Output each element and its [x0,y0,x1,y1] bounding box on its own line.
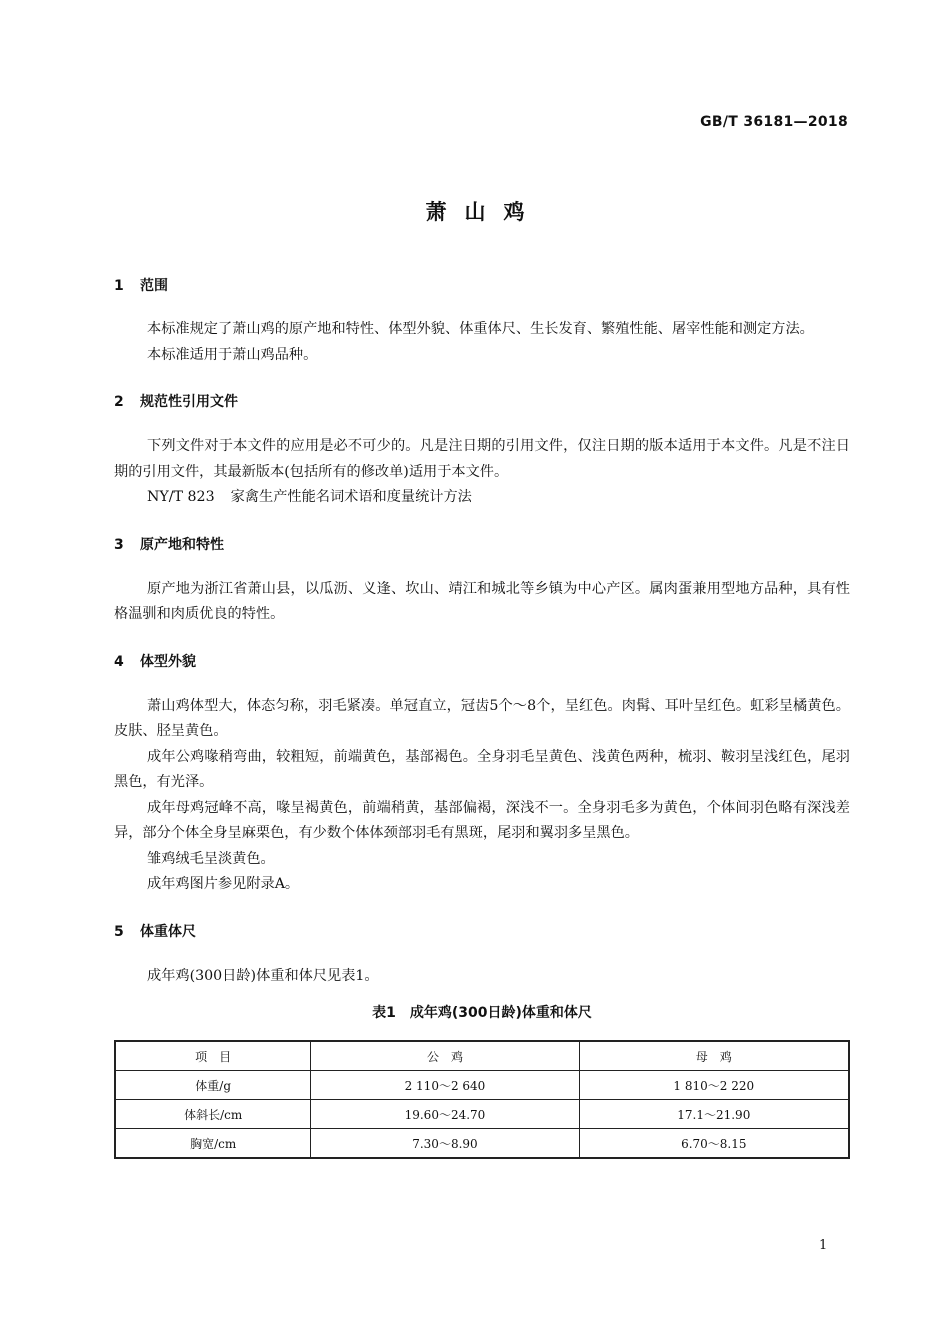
normative-reference [114,485,850,511]
reference-title: 家禽生产性能名词术语和度量统计方法 [230,489,472,505]
header-cell-hen: 母 鸡 [579,1041,849,1071]
paragraph: 本标准适用于萧山鸡品种。 [147,346,318,363]
section-title: 体重体尺 [140,923,196,940]
section-1-heading [114,276,850,296]
table-cell: 19.60～24.70 [311,1100,579,1129]
section-title: 规范性引用文件 [140,394,238,410]
page-number: 1 [819,1238,828,1253]
paragraph: 下列文件对于本文件的应用是必不可少的。凡是注日期的引用文件，仅注日期的版本适用于本文件。凡是不注日期的引用文件，其最新版本(包括所有的修改单)适用于本文件。 [114,438,850,480]
section-number: 5 [114,923,124,940]
section-number: 1 [114,278,124,294]
table-row [115,1071,849,1100]
reference-code: NY/T 823 [147,489,215,505]
header-cell-item: 项 目 [115,1041,311,1071]
section-2-heading [114,392,850,412]
table-cell: 6.70～8.15 [579,1129,849,1159]
document-body [114,276,850,1159]
document-title: 萧山鸡 [425,200,543,224]
table-row [115,1100,849,1129]
table-cell: 体斜长/cm [115,1100,311,1129]
section-title: 体型外貌 [140,653,196,670]
table-title: 成年鸡(300日龄)体重和体尺 [409,1005,592,1021]
paragraph: 成年母鸡冠峰不高，喙呈褐黄色，前端稍黄，基部偏褐，深浅不一。全身羽毛多为黄色，个体间羽色略有深浅差异，部分个体全身呈麻栗色，有少数个体体颈部羽毛有黑斑，尾羽和翼羽多呈黑色。 [114,799,850,841]
section-4-heading [114,652,850,672]
table-cell: 体重/g [115,1071,311,1100]
paragraph: 成年公鸡喙稍弯曲，较粗短，前端黄色，基部褐色。全身羽毛呈黄色、浅黄色两种，梳羽、鞍羽呈浅红色，尾羽黑色，有光泽。 [114,748,850,790]
table-number: 表1 [372,1005,396,1021]
table-cell: 17.1～21.90 [579,1100,849,1129]
section-3-heading [114,535,850,555]
section-number: 3 [114,536,124,553]
table-caption [114,1003,850,1023]
section-title: 原产地和特性 [140,536,224,553]
section-number: 4 [114,653,124,670]
standard-number: GB/T 36181—2018 [700,114,848,130]
table-cell: 7.30～8.90 [311,1129,579,1159]
paragraph: 原产地为浙江省萧山县，以瓜沥、义逢、坎山、靖江和城北等乡镇为中心产区。属肉蛋兼用型地方品种，具有性格温驯和肉质优良的特性。 [114,580,850,622]
header-cell-rooster: 公 鸡 [311,1041,579,1071]
paragraph: 成年鸡图片参见附录A。 [147,876,300,892]
table-cell: 1 810～2 220 [579,1071,849,1100]
table-header-row [115,1041,849,1071]
table-row [115,1129,849,1159]
paragraph: 萧山鸡体型大，体态匀称，羽毛紧凑。单冠直立，冠齿5个～8个，呈红色。肉髯、耳叶呈红色。虹彩呈橘黄色。皮肤、胫呈黄色。 [114,697,850,739]
paragraph: 本标准规定了萧山鸡的原产地和特性、体型外貌、体重体尺、生长发育、繁殖性能、屠宰性能和测定方法。 [147,321,814,337]
table-cell: 胸宽/cm [115,1129,311,1159]
section-title: 范围 [140,278,168,294]
section-5-heading [114,922,850,942]
body-measurements-table [114,1040,850,1159]
table-cell: 2 110～2 640 [311,1071,579,1100]
paragraph: 雏鸡绒毛呈淡黄色。 [147,850,275,867]
section-number: 2 [114,394,124,410]
paragraph: 成年鸡(300日龄)体重和体尺见表1。 [147,967,379,984]
